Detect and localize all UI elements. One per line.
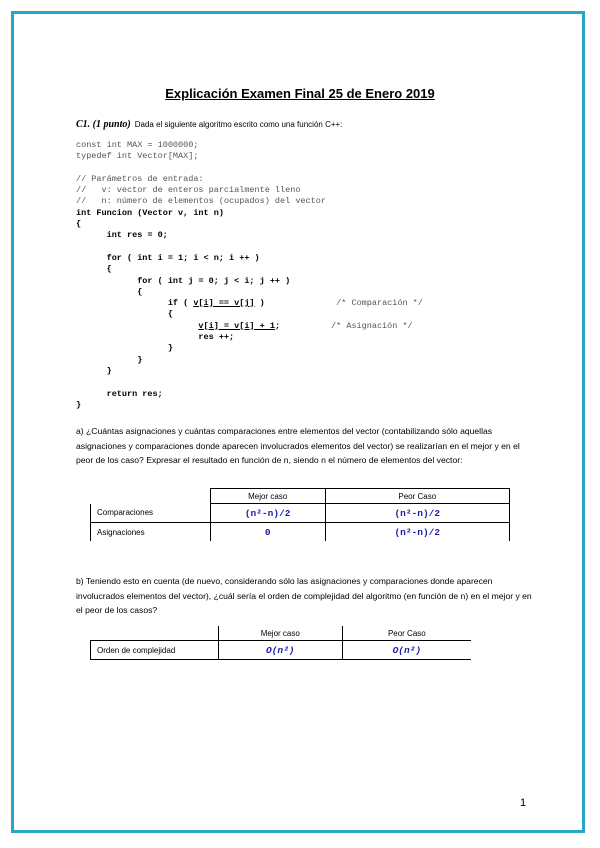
page-title: Explicación Examen Final 25 de Enero 2019 [165,86,435,101]
header-worst: Peor Caso [325,489,509,504]
header-best: Mejor caso [218,626,342,641]
code-block: const int MAX = 1000000; typedef int Vector[MAX]; // Parámetros de entrada: // v: vector de enteros parcialmente lleno // n: número de elementos (ocupados) del vector int Funcion (Vector v, int n) { int res = 0; for ( int i = 1; i < n; i ++ ) { for ( int j = 0; j < i; j ++ ) { if ( v[i] == v[j] ) /* Comparación */ { v[i] = v[i] + 1; /* Asignación */ res ++; } } } return res; } [76,140,423,410]
question-label: C1. (1 punto) [76,119,131,130]
header-worst: Peor Caso [342,626,471,641]
table-row: Orden de complejidad O(n²) O(n²) [91,641,472,660]
question-intro: Dada el siguiente algoritmo escrito como una función C++: [134,120,343,129]
question-1-header [76,119,342,130]
table-part-b [90,626,471,660]
table-row: Comparaciones (n²-n)/2 (n²-n)/2 [91,504,510,523]
part-a-text: a) ¿Cuántas asignaciones y cuántas comparaciones entre elementos del vector (contabilizando sólo aquellas asignaciones y comparaciones donde aparecen involucrados elementos del vector) se realizarían en el mejor y en el peor de los caso? Expresar el resultado en función de n, siendo n el número de elementos del vector: [76,426,520,465]
table-part-a [90,488,510,541]
page-border [11,11,585,833]
table-row: Asignaciones 0 (n²-n)/2 [91,523,510,542]
part-b-text: b) Teniendo esto en cuenta (de nuevo, considerando sólo las asignaciones y comparaciones donde aparecen involucrados elementos del vector), ¿cuál sería el orden de complejidad del algoritmo (en función de n) en el mejor y en el peor de los casos? [76,576,532,615]
page-number: 1 [520,797,527,809]
header-best: Mejor caso [210,489,325,504]
